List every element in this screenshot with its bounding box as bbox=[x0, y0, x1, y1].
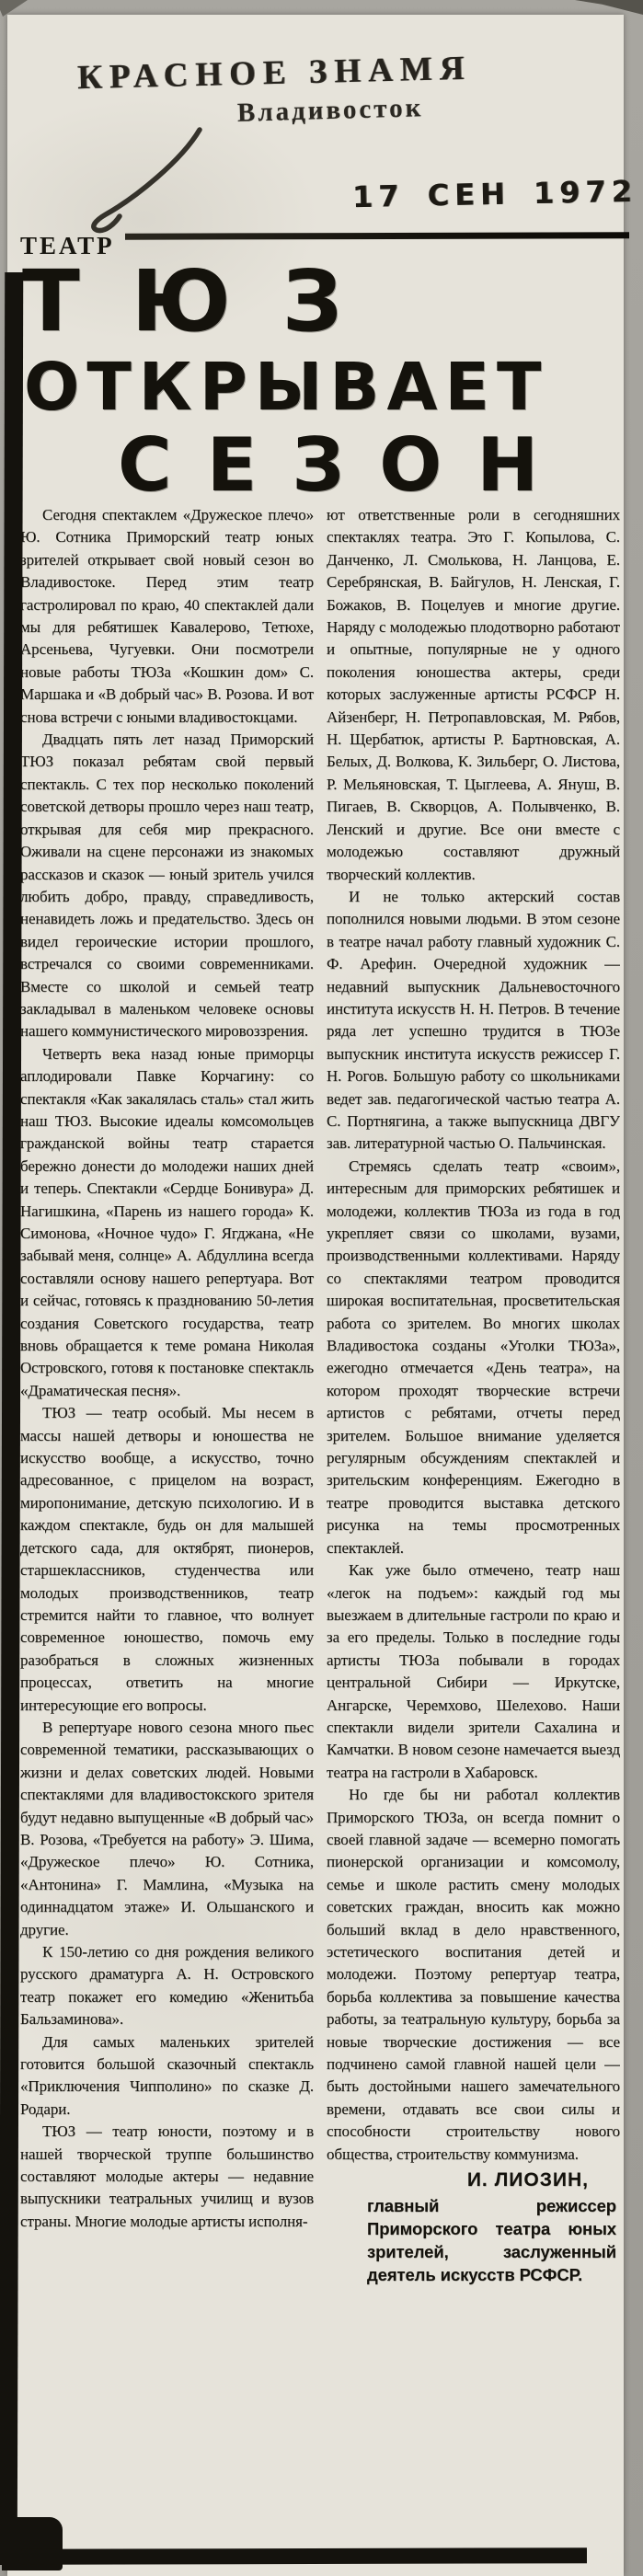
article-column-left bbox=[20, 504, 314, 2556]
article-paragraph: Как уже было отмечено, театр наш «легок на подъем»: каждый год мы выезжаем в длительные гастроли по краю и за его пределы. Только в последние годы артисты ТЮЗа побывали в городах центральной Сибири — Иркутске, Ангарске, Черемхово, Шелехово. Наши спектакли видели зрители Сахалина и Камчатки. В новом сезоне намечается выезд театра на гастроли в Хабаровск. bbox=[327, 1561, 620, 1781]
article-paragraph: Для самых маленьких зрителей готовится большой сказочный спектакль «Приключения Чипполино» по сказке Д. Родари. bbox=[20, 2032, 314, 2118]
newspaper-name-stamp: КРАСНОЕ ЗНАМЯ bbox=[76, 49, 472, 98]
article-paragraph: Сегодня спектаклем «Дружеское плечо» Ю. Сотника Приморский театр юных зрителей открывает свой новый сезон во Владивостоке. Перед этим театр гастролировал по краю, 40 спектаклей дали мы для ребятишек Кавалерово, Тетюхе, Арсеньева, Чугуевки. Они посмотрели новые работы ТЮЗа «Кошкин дом» С. Маршака и «В добрый час» В. Розова. И вот снова встречи с юными владивостокцами. bbox=[20, 506, 314, 726]
headline-line-3: СЕЗОН bbox=[118, 422, 574, 508]
date-stamp: 17 СЕН 1972 bbox=[351, 173, 638, 215]
headline-rule bbox=[125, 232, 629, 239]
article-paragraph: Четверть века назад юные приморцы аплодировали Павке Корчагину: со спектакля «Как закалялась сталь» стал жить наш ТЮЗ. Высокие идеалы комсомольцев гражданской войны театр старается бережно донести до молодежи наших дней и теперь. Спектакли «Сердце Бонивура» Д. Нагишкина, «Парень из нашего города» К. Симонова, «Ночное чудо» Г. Ягджана, «Не забывай меня, солнце» А. Абдуллина всегда составляли основу нашего репертуара. Вот и сейчас, готовясь к празднованию 50-летия создания Советского государства, театр вновь обращается к теме романа Николая Островского, готовя к постановке спектакль «Драматическая песня». bbox=[20, 1044, 314, 1399]
article-paragraph: ТЮЗ — театр особый. Мы несем в массы нашей детворы и юношества не искусство вообще, а искусство, точно адресованное, с прицелом на возраст, миропонимание, детскую психологию. И в каждом спектакле, будь он для малышей детского сада, для октябрят, пионеров, старшеклассников, студенчества или молодых производственников, театр стремится найти то главное, что волнует современное юношество, помочь ему разобраться в сложных жизненных процессах, ответить на многие интересующие его вопросы. bbox=[20, 1404, 314, 1714]
signature-name: И. ЛИОЗИН, bbox=[466, 2169, 589, 2191]
article-paragraph: ТЮЗ — театр юности, поэтому и в нашей творческой труппе большинство составляют молодые актеры — недавние выпускники театральных училищ и вузов страны. Многие молодые артисты исполня- bbox=[20, 2122, 314, 2230]
handwritten-checkmark bbox=[78, 122, 207, 242]
scan-speck-top-right bbox=[575, 0, 643, 15]
article-paragraph: Стремясь сделать театр «своим», интересным для приморских ребятишек и молодежи, коллектив ТЮЗа из года в год укрепляет связи со школами, вузами, производственными коллективами. Наряду со спектаклями театром проводится широкая воспитательная, просветительская работа со зрителем. Во многих школах Владивостока созданы «Уголки ТЮЗа», ежегодно отмечается «День театра», на котором проходят творческие встречи артистов с ребятами, отчеты перед зрителем. Большое внимание уделяется регулярным обсуждениям спектаклей и зрительским конференциям. Ежегодно в театре проводится выставка детского рисунка на темы просмотренных спектаклей. bbox=[327, 1156, 620, 1557]
article-paragraph: Но где бы ни работал коллектив Приморского ТЮЗа, он всегда помнит о своей главной задаче — всемерно помогать пионерской организации и комсомолу, семье и школе растить смену молодых советских граждан, вносить как можно больший вклад в дело нравственного, эстетического воспитания детей и молодежи. Поэтому репертуар театра, борьба коллектива за повышение качества работы, за театральную культуру, борьба за новые творческие достижения — все подчинено самой главной нашей цели — быть достойными нашего замечательного времени, отдавать все свои силы и способности строительству нового общества, строительству коммунизма. bbox=[327, 1786, 620, 2163]
headline-line-1: ТЮЗ bbox=[22, 252, 395, 351]
newspaper-city-stamp: Владивосток bbox=[236, 93, 424, 128]
headline-line-2: ОТКРЫВАЕТ bbox=[24, 349, 549, 425]
article-paragraph: ют ответственные роли в сегодняшних спектаклях театра. Это Г. Копылова, С. Данченко, Л. Смолькова, Н. Ланцова, Е. Серебрянская, В. Байгулов, Н. Ленская, Г. Божаков, В. Поцелуев и многие другие. Наряду с молодежью плодотворно работают и опытные, популярные не у одного поколения юношества актеры, среди которых заслуженные артисты РСФСР Н. Айзенберг, Н. Петропавловская, М. Рябов, Н. Щербатюк, артисты Р. Бартновская, А. Белых, Д. Волкова, К. Зильберг, О. Листова, Р. Мельяновская, Т. Цыглеева, А. Януш, В. Пигаев, В. Скворцов, А. Полывченко, В. Ленский и другие. Все они вместе с молодежью составляют дружный творческий коллектив. bbox=[327, 506, 620, 883]
article-paragraph: В репертуаре нового сезона много пьес современной тематики, рассказывающих о жизни и делах советских людей. Новыми спектаклями для владивостокского зрителя будут недавно выпущенные «В добрый час» В. Розова, «Требуется на работу» Э. Шима, «Дружеское плечо» Ю. Сотника, «Антонина» Г. Мамлина, «Музыка на одиннадцатом этаже» И. Ольшанского и другие. bbox=[20, 1718, 314, 1938]
signature-title: главный режиссер Приморского театра юных зрителей, заслуженный деятель искусств РСФСР. bbox=[367, 2196, 616, 2285]
article-paragraph: И не только актерский состав пополнился новыми людьми. В этом сезоне в театре начал работу главный художник С. Ф. Арефин. Очередной художник — недавний выпускник Дальневосточного института искусств Н. Н. Петров. В течение ряда лет успешно трудится в ТЮЗе выпускник института искусств режиссер Г. Н. Рогов. Большую работу со школьниками ведет зав. педагогической частью театра А. С. Портнягина, а также выпускница ДВГУ зав. литературной частью О. Пальчинская. bbox=[327, 887, 620, 1153]
article-column-right bbox=[327, 504, 620, 2556]
article-paragraph: К 150-летию со дня рождения великого русского драматурга А. Н. Островского театр покажет его комедию «Женитьба Бальзаминова». bbox=[20, 1943, 314, 2029]
article-paragraph: Двадцать пять лет назад Приморский ТЮЗ показал ребятам свой первый спектакль. С тех пор несколько поколений советской детворы прошло через наш театр, открывая для себя мир прекрасного. Оживали на сцене персонажи из знакомых рассказов и сказок — юный зритель учился любить добро, правду, справедливость, ненавидеть ложь и предательство. Здесь он видел героические истории прошлого, встречался со своими современниками. Вместе со школой и семьей театр закладывал в маленьком человеке основы нашего коммунистического мировоззрения. bbox=[20, 730, 314, 1041]
article-body bbox=[20, 504, 620, 2556]
section-kicker: ТЕАТР bbox=[20, 232, 115, 259]
